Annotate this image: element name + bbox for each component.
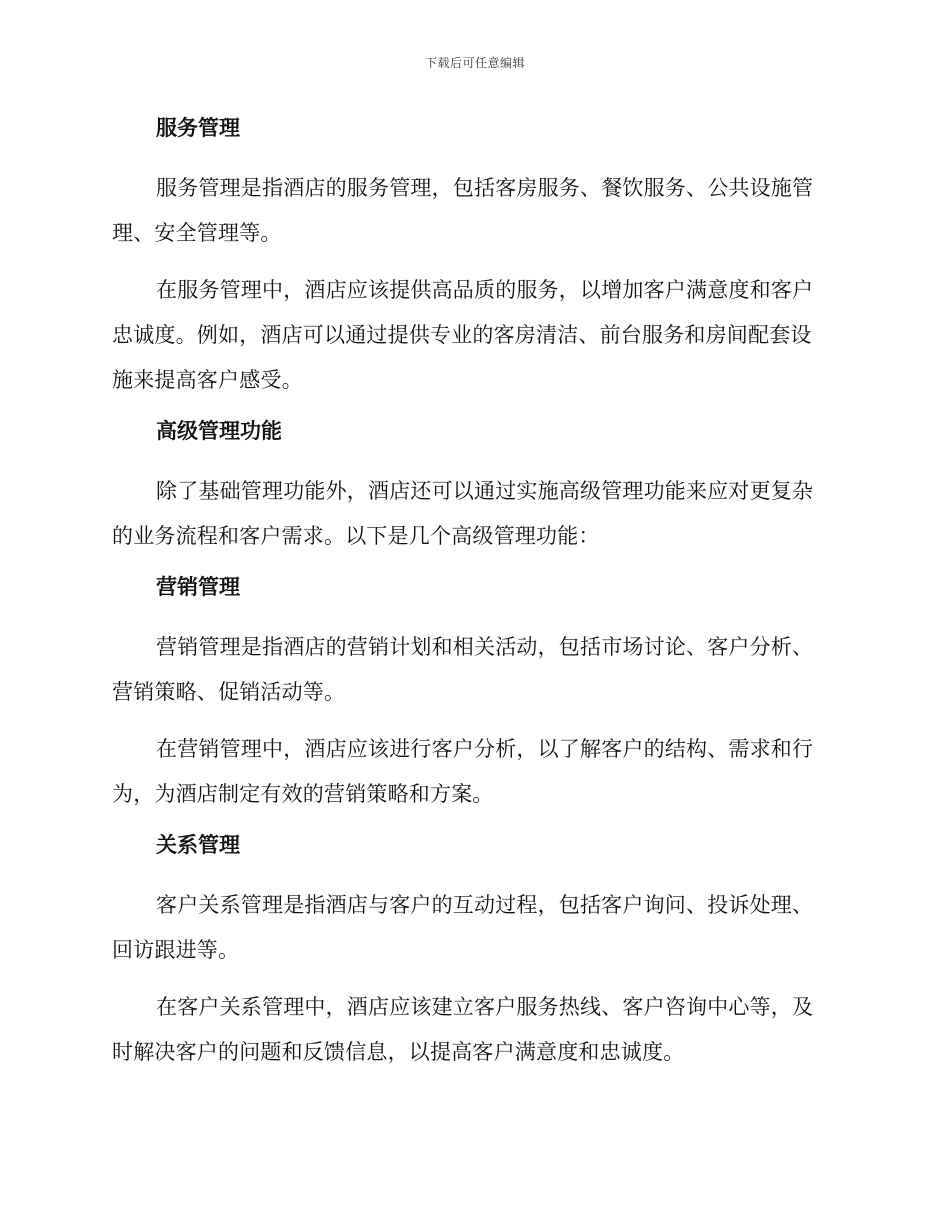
section-heading: 服务管理 xyxy=(156,116,240,140)
page-header: 下载后可任意编辑 xyxy=(424,56,525,70)
section-marketing-management xyxy=(112,571,832,817)
section-advanced-management xyxy=(112,415,832,559)
section-relationship-management xyxy=(112,829,832,1075)
paragraph: 除了基础管理功能外，酒店还可以通过实施高级管理功能来应对更复杂的业务流程和客户需求。以下是几个高级管理功能： xyxy=(112,479,814,548)
paragraph: 在营销管理中，酒店应该进行客户分析，以了解客户的结构、需求和行为，为酒店制定有效的营销策略和方案。 xyxy=(112,737,814,806)
paragraph: 服务管理是指酒店的服务管理，包括客房服务、餐饮服务、公共设施管理、安全管理等。 xyxy=(112,176,814,245)
section-heading: 营销管理 xyxy=(156,575,240,599)
paragraph: 营销管理是指酒店的营销计划和相关活动，包括市场讨论、客户分析、营销策略、促销活动等。 xyxy=(112,635,814,704)
paragraph: 在客户关系管理中，酒店应该建立客户服务热线、客户咨询中心等，及时解决客户的问题和反馈信息，以提高客户满意度和忠诚度。 xyxy=(112,995,814,1064)
section-heading: 关系管理 xyxy=(156,833,240,857)
paragraph: 在服务管理中，酒店应该提供高品质的服务，以增加客户满意度和客户忠诚度。例如，酒店可以通过提供专业的客房清洁、前台服务和房间配套设施来提高客户感受。 xyxy=(112,278,814,392)
paragraph: 客户关系管理是指酒店与客户的互动过程，包括客户询问、投诉处理、回访跟进等。 xyxy=(112,893,814,962)
section-heading: 高级管理功能 xyxy=(156,419,282,443)
document-body xyxy=(112,112,832,1075)
section-service-management xyxy=(112,112,832,403)
